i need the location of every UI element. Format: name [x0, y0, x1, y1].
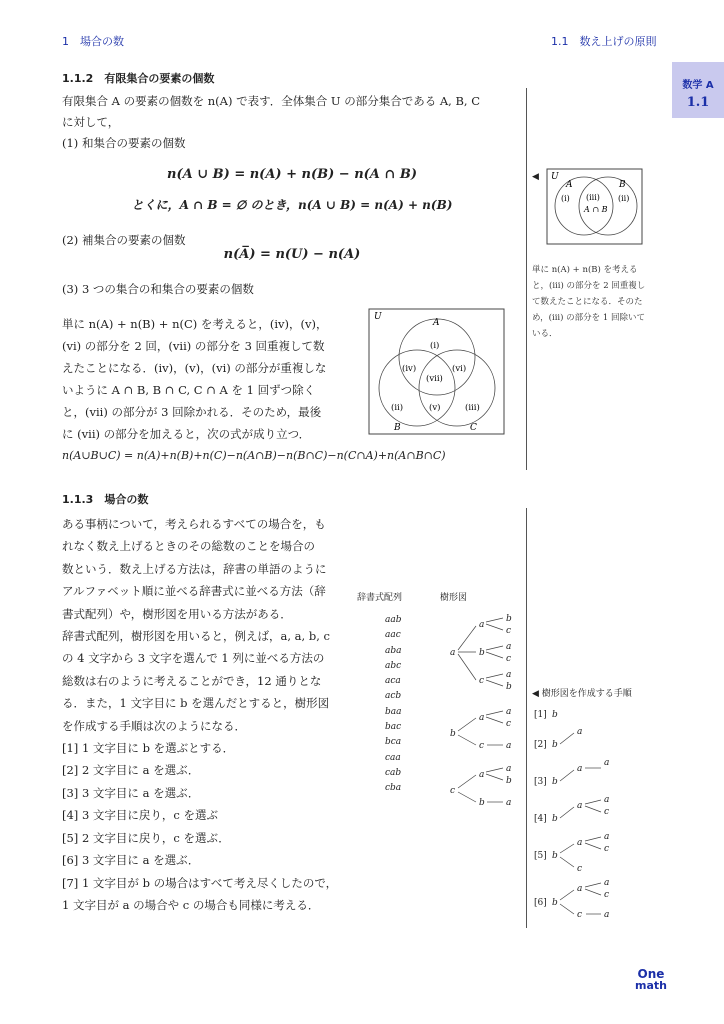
item-3-heading: (3) 3 つの集合の和集合の要素の個数: [62, 282, 254, 296]
svg-text:b: b: [506, 682, 512, 692]
svg-text:c: c: [577, 910, 583, 920]
dictionary-list: [385, 613, 402, 797]
sidenote1-line-1: 単に n(A) + n(B) を考える: [532, 265, 638, 275]
step-line: [7] 1 文字目が b の場合はすべて考え尽くしたので，: [62, 875, 338, 890]
venn2-label-U: U: [551, 172, 559, 182]
tree-steps-diagram: [532, 702, 642, 924]
step-6-label: [6]: [534, 898, 547, 908]
venn3-label-A: A: [433, 318, 440, 328]
body-line: 書式配列）や，樹形図を用いる方法がある．: [62, 606, 292, 621]
step-2-label: [2]: [534, 740, 547, 750]
subject-label: 数学 A: [682, 80, 714, 91]
svg-text:a: a: [577, 801, 583, 811]
svg-text:a: a: [450, 648, 456, 658]
section-tab: [672, 62, 724, 118]
step-1-label: [1]: [534, 710, 547, 720]
svg-text:c: c: [506, 654, 512, 664]
brand-logo: [628, 968, 674, 992]
margin-divider-bottom: [526, 508, 527, 928]
para-line-1: 単に n(A) + n(B) + n(C) を考えると，(iv)，(v)，: [62, 317, 328, 331]
svg-text:c: c: [604, 844, 610, 854]
svg-text:c: c: [479, 741, 485, 751]
sidenote1-line-3: て数えたことになる．そのた: [532, 297, 643, 307]
venn3-region-i: (i): [430, 341, 440, 351]
svg-text:a: a: [506, 741, 512, 751]
step-line: [4] 3 文字目に戻り，c を選ぶ: [62, 808, 219, 823]
sidenote2-title: ◀ 樹形図を作成する手順: [532, 689, 632, 699]
complement-formula: n(A̅) = n(U) − n(A): [223, 247, 361, 262]
para-line-6: に (vii) の部分を加えると，次の式が成り立つ．: [62, 427, 311, 441]
svg-text:c: c: [604, 890, 610, 900]
section-1-1-3-body: [62, 513, 337, 916]
svg-text:b: b: [479, 798, 485, 808]
svg-text:a: a: [577, 727, 583, 737]
logo-top: One: [637, 967, 665, 981]
dict-entry: abc: [385, 660, 402, 671]
dict-entry: cab: [385, 767, 402, 778]
dict-entry: bac: [385, 722, 402, 733]
disjoint-formula: とくに，A ∩ B = ∅ のとき，n(A ∪ B) = n(A) + n(B): [131, 198, 453, 212]
venn3-region-vii: (vii): [426, 374, 443, 384]
step-line: [2] 2 文字目に a を選ぶ．: [62, 763, 200, 778]
svg-text:a: a: [506, 707, 512, 717]
para-line-2: (vi) の部分を 2 回，(vii) の部分を 3 回重複して数: [62, 339, 325, 353]
dict-entry: aac: [385, 630, 401, 641]
tree-diagram: [446, 610, 518, 810]
svg-text:a: a: [604, 878, 610, 888]
svg-text:a: a: [604, 795, 610, 805]
step-line: [1] 1 文字目に b を選ぶとする．: [62, 741, 235, 756]
para-line-4: いように A ∩ B, B ∩ C, C ∩ A を 1 回ずつ除く: [62, 383, 316, 397]
svg-text:c: c: [479, 676, 485, 686]
body-line: れなく数え上げるときのその総数のことを場合の: [62, 539, 315, 554]
svg-text:a: a: [577, 764, 583, 774]
svg-text:b: b: [450, 729, 456, 739]
logo-bottom: math: [635, 979, 667, 992]
sidenote1-line-4: め，(iii) の部分を 1 回除いて: [532, 313, 645, 323]
step-line: 1 文字目が a の場合や c の場合も同様に考える．: [62, 897, 320, 912]
venn3-region-iv: (iv): [402, 364, 417, 374]
step-5-label: [5]: [534, 851, 547, 861]
step-4-label: [4]: [534, 814, 547, 824]
dict-entry: baa: [385, 706, 402, 717]
section-title-1-1-2: 1.1.2 有限集合の要素の個数: [62, 72, 215, 85]
sidenote1-line-5: いる．: [532, 329, 558, 339]
dict-entry: aca: [385, 676, 401, 687]
venn2-region-i: (i): [561, 194, 570, 203]
svg-text:c: c: [506, 626, 512, 636]
venn2-label-A: A: [566, 180, 573, 190]
intro-line-2: に対して，: [62, 115, 120, 129]
svg-text:a: a: [604, 758, 610, 768]
body-line: を作成する手順は次のようになる．: [62, 718, 246, 733]
svg-text:b: b: [552, 851, 558, 861]
venn3-label-B: B: [394, 423, 401, 433]
svg-text:c: c: [506, 719, 512, 729]
venn2-label-AcapB: A ∩ B: [584, 205, 608, 214]
svg-text:a: a: [506, 764, 512, 774]
svg-text:b: b: [552, 814, 558, 824]
svg-text:a: a: [604, 832, 610, 842]
svg-text:a: a: [479, 620, 485, 630]
step-line: [3] 3 文字目に a を選ぶ．: [62, 785, 200, 800]
svg-text:a: a: [577, 838, 583, 848]
venn3-label-C: C: [470, 423, 477, 433]
body-line: アルファベット順に並べる辞書式に並べる方法（辞: [62, 584, 326, 599]
svg-text:a: a: [506, 642, 512, 652]
para-line-5: と，(vii) の部分が 3 回除かれる．そのため，最後: [62, 405, 322, 419]
dict-entry: caa: [385, 752, 401, 763]
body-line: 辞書式配列，樹形図を用いると，例えば，a, a, b, c: [62, 629, 330, 644]
three-set-formula: n(A∪B∪C) = n(A)+n(B)+n(C)−n(A∩B)−n(B∩C)−n(C∩A)+n(A∩B∩C): [62, 449, 446, 462]
dict-entry: aab: [385, 615, 402, 625]
section-number: 1.1: [686, 95, 710, 110]
venn3-region-v: (v): [429, 403, 441, 413]
margin-divider-top: [526, 88, 527, 470]
svg-text:b: b: [552, 710, 558, 720]
venn3-region-vi: (vi): [452, 364, 467, 374]
svg-text:a: a: [479, 713, 485, 723]
svg-text:c: c: [604, 807, 610, 817]
para-line-3: えたことになる．(iv)，(v)，(vi) の部分が重複しな: [62, 361, 327, 375]
svg-text:a: a: [506, 670, 512, 680]
body-line: 総数は右のように考えることができ，12 通りとな: [62, 673, 322, 688]
union-formula: n(A ∪ B) = n(A) + n(B) − n(A ∩ B): [167, 167, 417, 182]
step-3-label: [3]: [534, 777, 547, 787]
step-line: [5] 2 文字目に戻り，c を選ぶ．: [62, 830, 230, 845]
svg-text:a: a: [604, 910, 610, 920]
dict-entry: acb: [385, 691, 402, 702]
svg-text:b: b: [479, 648, 485, 658]
svg-text:b: b: [552, 898, 558, 908]
svg-text:c: c: [450, 786, 456, 796]
svg-text:b: b: [506, 614, 512, 624]
dict-label: 辞書式配列: [357, 593, 403, 603]
venn-diagram-three-sets: [368, 308, 506, 436]
venn2-region-ii: (ii): [618, 194, 630, 203]
svg-text:b: b: [552, 740, 558, 750]
section-header: 1.1 数え上げの原則: [551, 35, 657, 48]
item-1-heading: (1) 和集合の要素の個数: [62, 136, 186, 150]
venn2-label-B: B: [619, 180, 626, 190]
venn2-region-iii: (iii): [586, 193, 600, 202]
svg-text:a: a: [506, 798, 512, 808]
dict-entry: bca: [385, 737, 402, 748]
venn3-region-iii: (iii): [465, 403, 480, 413]
dict-entry: aba: [385, 645, 402, 656]
body-line: ある事柄について，考えられるすべての場合を，も: [62, 517, 326, 531]
chapter-header: 1 場合の数: [62, 35, 124, 48]
intro-line-1: 有限集合 A の要素の個数を n(A) で表す．全体集合 U の部分集合である A, B, C: [62, 94, 481, 108]
body-line: 数という．数え上げる方法は，辞書の単語のように: [62, 561, 327, 576]
step-line: [6] 3 文字目に a を選ぶ．: [62, 853, 200, 868]
svg-text:a: a: [479, 770, 485, 780]
arrow-marker: ◀: [532, 172, 539, 182]
tree-label: 樹形図: [440, 593, 468, 603]
sidenote1-line-2: と，(iii) の部分を 2 回重複し: [532, 281, 646, 291]
body-line: の 4 文字から 3 文字を選んで 1 列に並べる方法の: [62, 651, 325, 666]
venn-diagram-two-sets: [546, 168, 644, 246]
svg-text:b: b: [506, 776, 512, 786]
dict-entry: cba: [385, 783, 402, 794]
svg-text:a: a: [577, 884, 583, 894]
item-2-heading: (2) 補集合の要素の個数: [62, 233, 186, 247]
body-line: る．また，1 文字目に b を選んだとすると，樹形図: [62, 696, 330, 711]
section-title-1-1-3: 1.1.3 場合の数: [62, 493, 149, 506]
venn3-region-ii: (ii): [391, 403, 404, 413]
svg-text:c: c: [577, 864, 583, 874]
venn3-label-U: U: [374, 312, 382, 322]
svg-text:b: b: [552, 777, 558, 787]
